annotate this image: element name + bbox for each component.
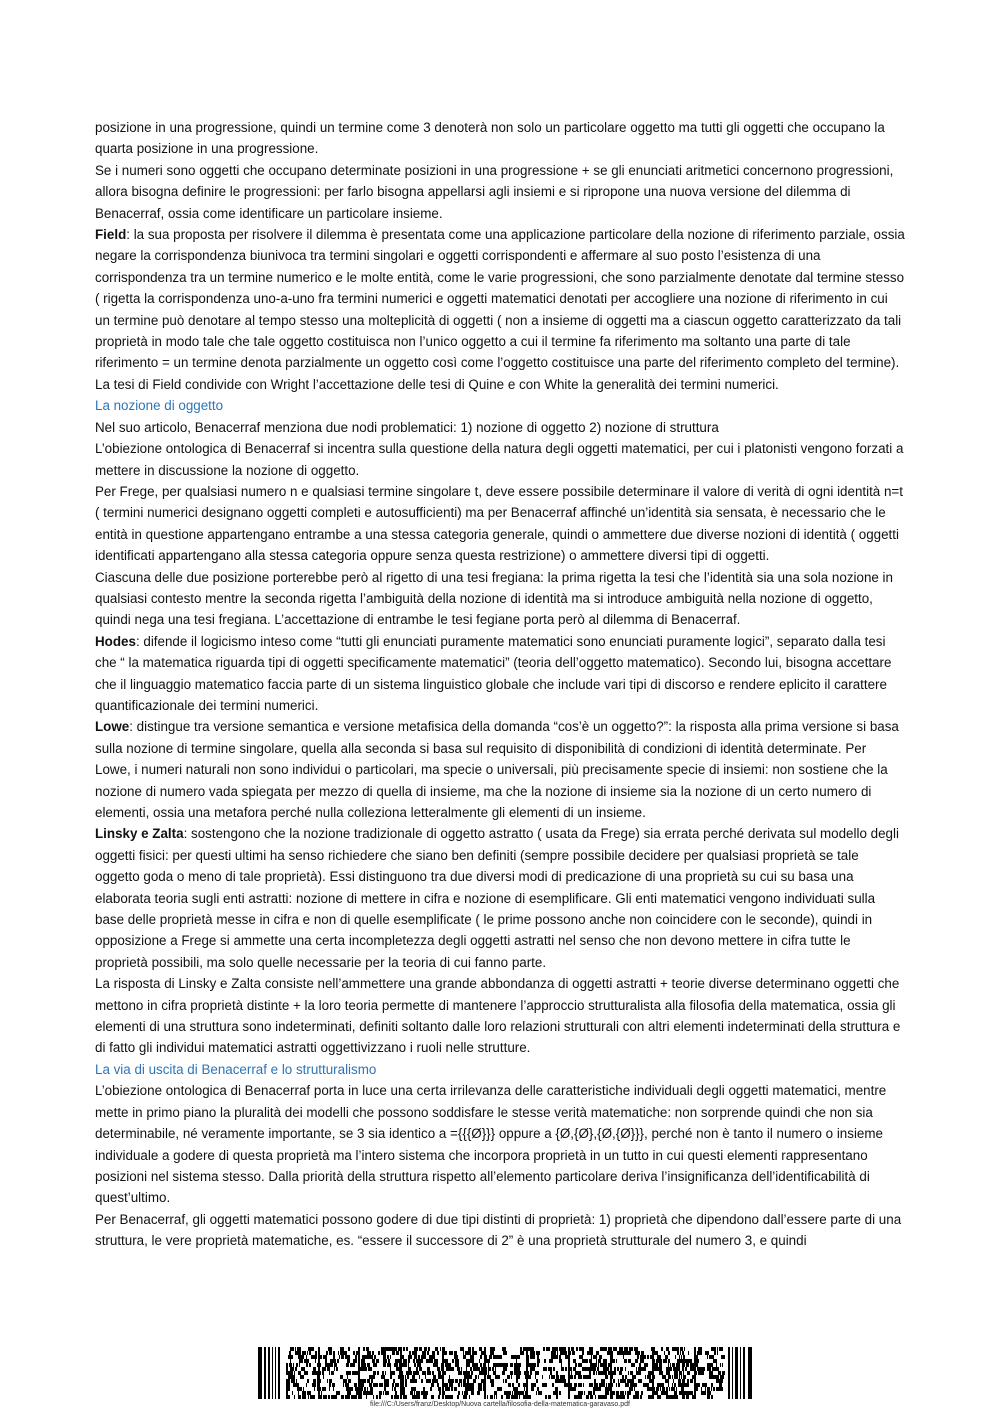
paragraph-progressions: Se i numeri sono oggetti che occupano determinate posizioni in una progressione + se gli enunciati aritmetici concernono progressioni, allora bisogna definire le progressioni: per farlo bisogna appellarsi agli insiemi e si ripropone una nuova versione del dilemma di Benacerraf, ossia come identificare un particolare insieme. (95, 162, 894, 221)
paragraph-progression-intro: posizione in una progressione, quindi un termine come 3 denoterà non solo un particolare oggetto ma tutti gli oggetti che occupano la quarta posizione in una progressione. (95, 120, 885, 157)
footer-file-path: file:///C:/Users/franz/Desktop/Nuova cartella/filosofia-della-matematica-garavaso.pdf (370, 1401, 630, 1408)
heading-via-di-uscita: La via di uscita di Benacerraf e lo strutturalismo (95, 1061, 377, 1077)
bold-author-name: Linsky e Zalta (95, 826, 184, 842)
barcode-image (258, 1347, 752, 1399)
paragraph-field-thesis: La tesi di Field condivide con Wright l’accettazione delle tesi di Quine e con White la generalità dei termini numerici. (95, 376, 779, 392)
paragraph-field (95, 224, 905, 374)
paragraph-text: : distingue tra versione semantica e versione metafisica della domanda “cos’è un oggetto?”: la risposta alla prima versione si basa sulla nozione di termine singolare, quella alla seconda si basa sul requisito di disponibilità di condizioni di identità determinate. Per Lowe, i numeri naturali non sono individui o particolari, ma specie o universali, più precisamente specie di insiemi: non sostiene che la nozione di numero vada spiegata per mezzo di quella di insieme, ma che la nozione di insieme sia la nozione di un certo numero di elementi, ossia una metafora perché nulla colleziona letteralmente gli elementi di un insieme. (95, 719, 899, 820)
paragraph-text: : sostengono che la nozione tradizionale di oggetto astratto ( usata da Frege) sia errata perché derivata sul modello degli oggetti fisici: per questi ultimi ha senso richiedere che siano ben definiti (sempre possibile decidere per qualsiasi proprietà se tale oggetto goda o meno di tale proprietà). Essi distinguono tra due diversi modi di predicazione di una proprietà su cui su basa una elaborata teoria sugli enti astratti: nozione di mettere in cifra e nozione di esemplificare. Gli enti matematici vengono individuati sulla base delle proprietà messe in cifra e non di quelle esemplificate ( le prime possono anche non coincidere con le seconde), quindi in opposizione a Frege si ammette una certa incompletezza degli oggetti astratti nel senso che non devono mettere in cifra tutte le proprietà possibili, ma solo quelle necessarie per la teoria di cui fanno parte. (95, 826, 899, 970)
document-body (95, 117, 905, 1252)
paragraph-irrelevance: L’obiezione ontologica di Benacerraf porta in luce una certa irrilevanza delle caratteristiche individuali degli oggetti matematici, mentre mette in primo piano la pluralità dei modelli che possono soddisfare le stesse verità matematiche: non sorprende quindi che non sia determinabile, né veramente importante, se 3 sia identico a ={{{Ø}}} oppure a {Ø,{Ø},{Ø,{Ø}}}, perché non è tanto il numero o insieme individuale a godere di questa proprietà ma l’intero sistema che incorpora proprietà in un tutto in cui questi elementi rappresentano posizioni nel sistema stesso. Dalla priorità della struttura rispetto all’elemento particolare deriva l’insignificanza dell’identificabilità di quest’ultimo. (95, 1083, 887, 1206)
paragraph-lowe (95, 716, 905, 823)
paragraph-ontological-objection: L’obiezione ontologica di Benacerraf si incentra sulla questione della natura degli oggetti matematici, per cui i platonisti vengono forzati a mettere in discussione la nozione di oggetto. (95, 441, 904, 478)
paragraph-text: : difende il logicismo inteso come “tutti gli enunciati puramente matematici sono enunciati puramente logici”, separato dalla tesi che “ la matematica riguarda tipi di oggetti specificamente matematici” (teoria dell’oggetto matematico). Secondo lui, bisogna accettare che il linguaggio matematico faccia parte di un sistema linguistico globale che include vari tipi di discorso e rendere eplicito il carattere quantificazionale dei termini numerici. (95, 633, 892, 713)
paragraph-two-nodes: Nel suo articolo, Benacerraf menziona due nodi problematici: 1) nozione di oggetto 2) nozione di struttura (95, 419, 719, 435)
paragraph-frege-identity: Per Frege, per qualsiasi numero n e qualsiasi termine singolare t, deve essere possibile determinare il valore di verità di ogni identità n=t ( termini numerici designano oggetti completi e autosufficienti) ma per Benacerraf affinché un’identità sia sensata, è necessario che le entità in questione appartengano entrambe a una stessa categoria generale, quindi o ammettere due diverse nozioni di identità ( oggetti identificati appartengano alla stessa categoria oppure senza questa restrizione) o ammettere diversi tipi di oggetti. (95, 483, 903, 564)
bold-author-name: Hodes (95, 633, 136, 649)
paragraph-text: : la sua proposta per risolvere il dilemma è presentata come una applicazione particolare della nozione di riferimento parziale, ossia negare la corrispondenza biunivoca tra termini singolari e oggetti corrispondenti e affermare al suo posto l’esistenza di una corrispondenza tra un termine numerico e le molte entità, come le varie progressioni, che sono parzialmente denotate dal termine stesso ( rigetta la corrispondenza uno-a-uno fra termini numerici e oggetti matematici denotati per accogliere una nozione di riferimento in cui un termine può denotare al tempo stesso una molteplicità di oggetti ( non a insieme di oggetti ma a ciascun oggetto caratterizzato da tali proprietà in modo tale che tale oggetto costituisca non l’unico oggetto a cui il termine fa riferimento ma soltanto una parte di tale riferimento = un termine denota parzialmente un oggetto così come l’oggetto costituisce una parte del riferimento completo del termine). (95, 227, 905, 371)
bold-author-name: Lowe (95, 719, 130, 735)
paragraph-linsky-zalta (95, 823, 905, 973)
paragraph-linsky-zalta-answer: La risposta di Linsky e Zalta consiste nell’ammettere una grande abbondanza di oggetti astratti + teorie diverse determinano oggetti che mettono in cifra proprietà distinte + la loro teoria permette di mantenere l’approccio strutturalista alla filosofia della matematica, ossia gli elementi di una struttura sono indeterminati, definiti soltanto dalle loro relazioni strutturali con altri elementi indeterminati della struttura e di fatto gli individui matematici astratti oggettivizzano i ruoli nelle strutture. (95, 976, 901, 1056)
heading-nozione-di-oggetto: La nozione di oggetto (95, 398, 224, 414)
paragraph-hodes (95, 631, 905, 717)
paragraph-fregean-thesis: Ciascuna delle due posizione porterebbe però al rigetto di una tesi fregiana: la prima rigetta la tesi che l’identità sia una sola nozione in qualsiasi contesto mentre la seconda rigetta l’ambiguità della nozione di identità ma si introduce ambiguità nella nozione di oggetto, quindi nega una tesi fregiana. L’accettazione di entrambe le tesi fegiane porta però al dilemma di Benacerraf. (95, 569, 893, 628)
paragraph-two-properties: Per Benacerraf, gli oggetti matematici possono godere di due tipi distinti di proprietà: 1) proprietà che dipendono dall’essere parte di una struttura, le vere proprietà matematiche, es. “essere il successore di 2” è una proprietà strutturale del numero 3, e quindi (95, 1211, 902, 1249)
bold-author-name: Field (95, 227, 127, 243)
